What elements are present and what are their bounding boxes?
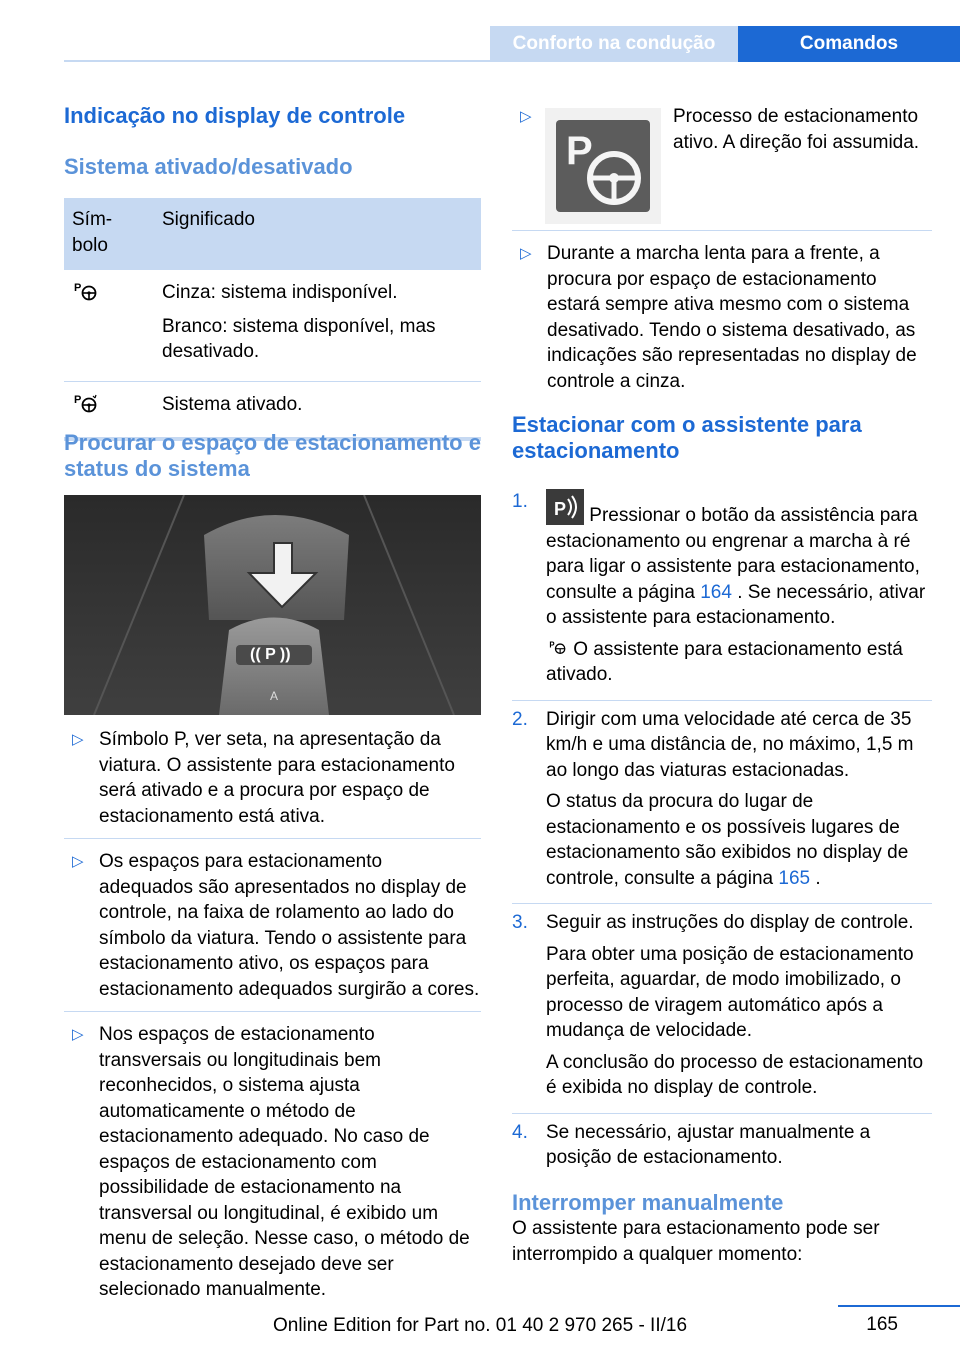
header-section-tab: Conforto na condução [490,26,738,62]
bullet-list [64,727,481,1322]
park-steer-icon [72,280,100,304]
list-item [512,910,932,1114]
symbol-cell [64,270,154,381]
table-header-row [64,198,481,270]
list-item-text: Nos espaços de estacionamento transversais ou longitudinais bem reconhecidos, o sistema ajusta automaticamente o método de estacionamento adequado. No caso de espaços de estacionamento com possibilidade de estacionamento na transversal ou longitudinal, é exibido um menu de seleção. Nesse caso, o método de estacionamento desejado deve ser selecionado manualmente. [99,1024,470,1300]
list-item [512,241,932,403]
list-item-text: Os espaços para estacionamento adequados são apresentados no display de controle, na faixa de rolamento ao lado do símbolo da viatura. Tendo o assistente para estacionamento ativo, os espaços para estacionamento adequados surgirão a cores. [99,851,480,1000]
park-steer-icon [545,108,661,224]
park-steer-large-icon [545,108,661,224]
symbol-table [64,198,481,441]
section-heading: Indicação no display de controle [64,103,406,128]
col-symbol-header [64,198,154,270]
list-item-text: Processo de estacionamento ativo. A direção foi assumida. [673,106,920,153]
table-row [64,270,481,381]
svg-text:P: P [566,129,593,173]
step-number: 1. [512,491,528,512]
footer-rule [838,1305,960,1307]
step-text: Se necessário, ajustar manualmente a posição de estacionamento. [546,1121,871,1168]
subsection-heading: Sistema ativado/desativado [64,154,353,179]
svg-text:P: P [74,393,82,406]
step-note-text: O status da procura do lugar de estacionamento e os possíveis lugares de estacionamento são exibidos no display de controle, consulte a página [546,791,909,889]
list-item-text: Durante a marcha lenta para a frente, a procura por espaço de estacionamento estará sempre ativa mesmo com o sistema desativado. Tendo o sistema desativado, as indicações são representadas no display de controle a cinza. [547,243,917,392]
meaning-cell [154,270,481,381]
meaning-line: Sistema ativado. [162,393,303,415]
step-text [546,489,932,631]
step-note-text: . [810,867,821,889]
step-text-part: . Se necessário, ativar o assistente para estacionamento. [546,581,926,628]
subsection-heading: Procurar o espaço de estacionamento e status do sistema [64,430,481,481]
page-number: 165 [866,1314,898,1335]
svg-text:(( P )): (( P )) [250,646,291,663]
list-item-text: Símbolo P, ver seta, na apresentação da viatura. O assistente para estacionamento será ativado e a procura por espaço de estacionamento está ativa. [99,729,455,827]
step-note [546,637,932,688]
step-note: Para obter uma posição de estacionamento perfeita, aguardar, de modo imobilizado, o processo de viragem automático após a mudança de velocidade. [546,943,914,1041]
col-meaning-header: Significado [154,198,481,270]
meaning-line: Branco: sistema disponível, mas desativado. [162,315,436,362]
park-steer-icon [72,392,100,416]
triangle-bullet-icon: ▷ [72,731,84,748]
parking-assist-button-icon [546,489,584,525]
page-link[interactable]: 164 [700,581,732,603]
list-item [512,104,932,231]
bullet-list [512,104,932,413]
park-steer-icon [548,638,568,658]
subsection-heading: Interromper manualmente [512,1190,784,1215]
list-item [512,489,932,701]
step-text: Dirigir com uma velocidade até cerca de 35 km/h e uma distância de, no máximo, 1,5 m ao longo das viaturas estacionadas. [546,708,914,781]
svg-text:P: P [74,282,82,294]
header-chapter-tab: Comandos [738,26,960,62]
parking-assist-glyph [546,489,584,525]
steps-list [512,489,932,1189]
page-link[interactable]: 165 [778,867,811,889]
list-item [64,849,481,1012]
list-item [64,1022,481,1312]
triangle-bullet-icon: ▷ [72,1026,84,1043]
list-item [64,727,481,839]
svg-text:P: P [554,499,567,519]
triangle-bullet-icon: ▷ [520,108,532,125]
step-text-part: Pressionar o botão da assistência para estacionamento ou engrenar a marcha à ré para ligar o assistente para estacionamento, consulte a página [546,505,920,603]
paragraph: O assistente para estacionamento pode ser interrompido a qualquer momento: [512,1218,880,1265]
step-note: A conclusão do processo de estacionamento é exibida no display de controle. [546,1051,924,1098]
meaning-line: Cinza: sistema indisponível. [162,282,398,303]
step-note-text: O assistente para estacionamento está ativado. [546,638,903,685]
svg-text:P: P [549,639,555,649]
triangle-bullet-icon: ▷ [72,853,84,870]
edition-note: Online Edition for Part no. 01 40 2 970 265 - II/16 [272,1315,688,1336]
step-number: 3. [512,912,528,933]
step-number: 4. [512,1121,528,1143]
parking-display-illustration [64,495,481,715]
step-note [546,789,932,891]
list-item [512,1120,932,1183]
step-text: Seguir as instruções do display de controle. [546,912,914,933]
col-symbol-label: Sím- bolo [72,209,113,256]
triangle-bullet-icon: ▷ [520,245,532,262]
list-item [512,707,932,905]
section-heading: Estacionar com o assistente para estacionamento [512,412,862,463]
step-number: 2. [512,708,528,730]
svg-text:A: A [270,689,279,703]
parking-display-image [64,495,481,715]
